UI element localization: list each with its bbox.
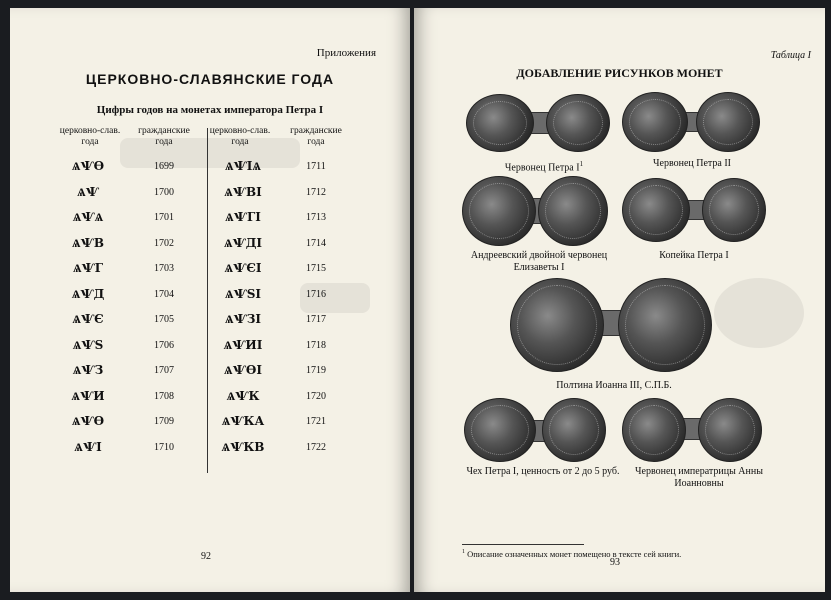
slavonic-year: ѦѰД	[71, 286, 105, 301]
slavonic-year: ѦѰЄІ	[224, 261, 262, 275]
slavonic-year: ѦѰГІ	[225, 210, 261, 224]
civil-year: 1708	[154, 390, 174, 402]
slavonic-year: ѦѰЄ	[72, 312, 104, 326]
civil-year: 1716	[306, 288, 326, 300]
coin-image	[466, 94, 534, 152]
slavonic-year: ѦѰЅІ	[224, 286, 262, 301]
slavonic-year: ѦѰК	[226, 388, 260, 403]
bleed-through	[714, 278, 804, 348]
coin-image	[538, 176, 608, 246]
coin-caption: Копейка Петра I	[659, 250, 729, 261]
civil-year: 1713	[306, 212, 326, 223]
civil-year: 1709	[154, 416, 174, 427]
slavonic-year: ѦѰКА	[221, 414, 265, 428]
slavonic-year: ѦѰВ	[72, 235, 104, 250]
page-number: 92	[201, 551, 211, 562]
column-header: церковно-слав. года	[59, 126, 121, 147]
left-page	[10, 8, 410, 592]
slavonic-year: ѦѰЅ	[72, 337, 104, 352]
civil-year: 1710	[154, 441, 174, 453]
slavonic-year: ѦѰИІ	[223, 337, 263, 352]
coin-image	[702, 178, 766, 242]
slavonic-year: ѦѰДІ	[223, 235, 263, 250]
coin-image	[622, 92, 688, 152]
slavonic-year: ѦѰѲ	[71, 414, 105, 428]
coin-image	[622, 398, 686, 462]
page-number: 93	[610, 557, 620, 568]
column-header: гражданские года	[290, 126, 342, 147]
table-label: Таблица I	[770, 50, 811, 61]
slavonic-year: ѦѰІ	[74, 439, 102, 454]
slavonic-year: ѦѰѲ	[71, 159, 105, 173]
coin-image	[546, 94, 610, 152]
civil-year: 1707	[154, 365, 174, 376]
coin-image	[462, 176, 536, 246]
coin-caption: Андреевский двойной червонец Елизаветы I	[470, 250, 608, 273]
slavonic-year: ѦѰГ	[72, 261, 104, 275]
civil-year: 1719	[306, 365, 326, 376]
civil-year: 1722	[306, 441, 326, 453]
coin-caption: Полтина Иоанна III, С.П.Б.	[556, 380, 672, 391]
coin-image	[696, 92, 760, 152]
civil-year: 1711	[306, 161, 326, 172]
coin-caption: Червонец императрицы Анны Иоанновны	[635, 466, 763, 489]
slavonic-year: ѦѰѲІ	[224, 363, 262, 377]
coin-caption: Чех Петра I, ценность от 2 до 5 руб.	[466, 466, 620, 477]
column-header: церковно-слав. года	[209, 126, 271, 147]
page-title: ЦЕРКОВНО-СЛАВЯНСКИЕ ГОДА	[85, 71, 335, 87]
coin-image	[622, 178, 690, 242]
running-header: Приложения	[316, 47, 376, 59]
civil-year: 1718	[306, 339, 326, 351]
coin-image	[510, 278, 604, 372]
coin-image	[698, 398, 762, 462]
civil-year: 1700	[154, 186, 174, 198]
column-header: гражданские года	[138, 126, 190, 147]
civil-year: 1715	[306, 263, 326, 274]
slavonic-year: ѦѰЗІ	[224, 312, 262, 326]
civil-year: 1717	[306, 314, 326, 325]
coin-image	[542, 398, 606, 462]
coin-image	[464, 398, 536, 462]
footnote: $^1$ Описание означенных монет помещено в тексте сей книги.	[462, 549, 682, 559]
right-page	[414, 8, 825, 592]
civil-year: 1701	[154, 212, 174, 223]
coin-caption: Червонец Петра II	[653, 158, 731, 169]
slavonic-year: ѦѰЗ	[72, 363, 104, 377]
column-divider	[207, 128, 208, 473]
slavonic-year: ѦѰѦ	[72, 210, 104, 224]
slavonic-year: ѦѰ	[77, 184, 99, 199]
footnote-rule	[462, 544, 584, 545]
civil-year: 1699	[154, 161, 174, 172]
civil-year: 1704	[154, 288, 174, 300]
civil-year: 1721	[306, 416, 326, 427]
civil-year: 1714	[306, 237, 326, 249]
slavonic-year: ѦѰИ	[71, 388, 105, 403]
civil-year: 1720	[306, 390, 326, 402]
page-title: ДОБАВЛЕНИЕ РИСУНКОВ МОНЕТ	[516, 66, 723, 80]
coin-caption: Червонец Петра $I^1$	[504, 160, 584, 174]
civil-year: 1702	[154, 237, 174, 249]
civil-year: 1703	[154, 263, 174, 274]
slavonic-year: ѦѰІѦ	[224, 159, 262, 173]
table-subtitle: Цифры годов на монетах императора Петра I	[96, 104, 324, 116]
slavonic-year: ѦѰКВ	[221, 439, 265, 454]
civil-year: 1705	[154, 314, 174, 325]
civil-year: 1706	[154, 339, 174, 351]
civil-year: 1712	[306, 186, 326, 198]
slavonic-year: ѦѰВІ	[224, 184, 262, 199]
coin-image	[618, 278, 712, 372]
